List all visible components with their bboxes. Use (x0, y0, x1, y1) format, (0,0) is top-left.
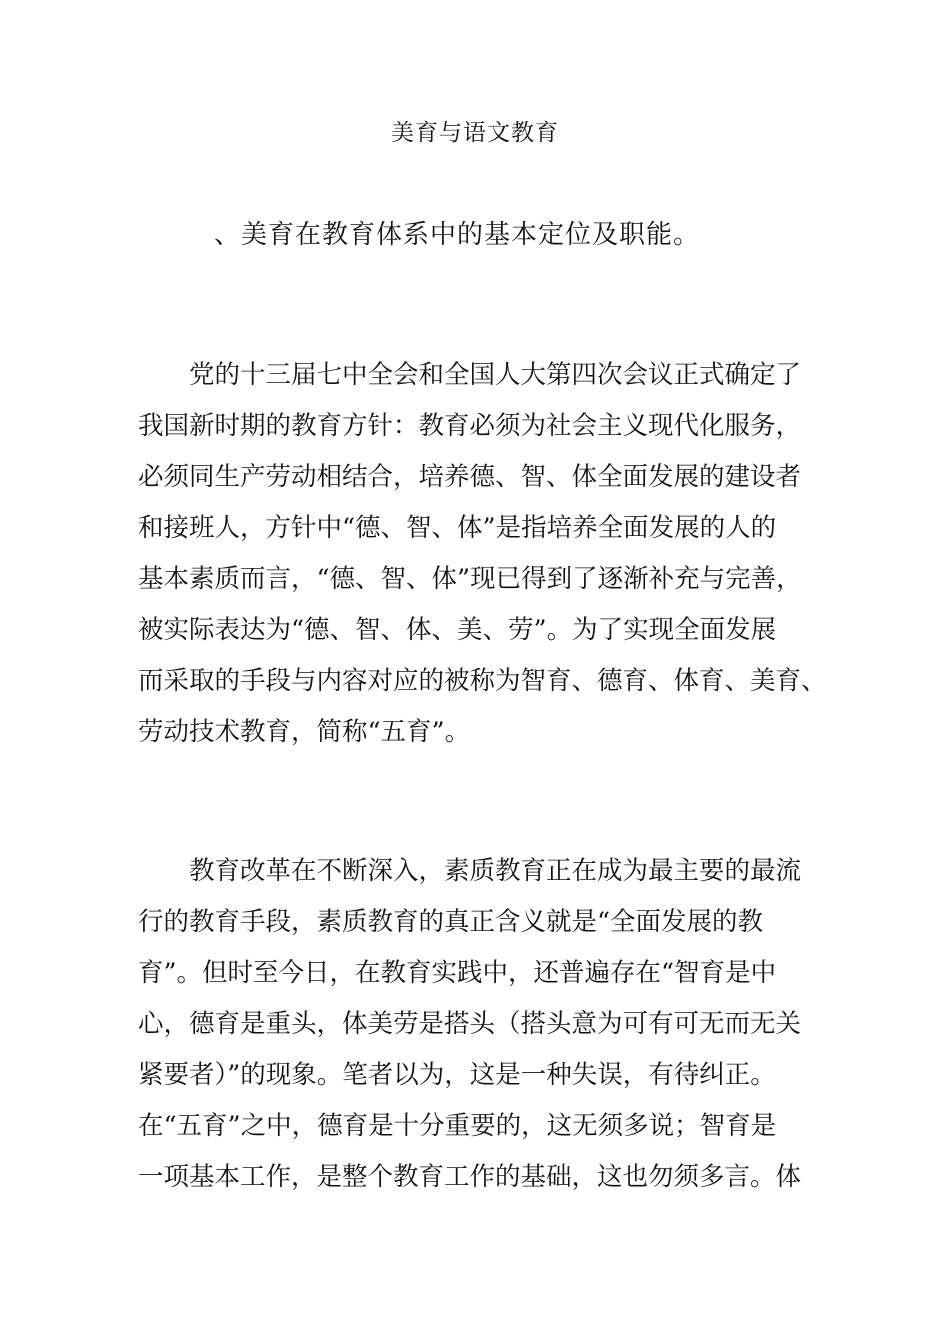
paragraph-line: 心，德育是重头，体美劳是搭头（搭头意为可有可无而无关 (138, 1009, 802, 1039)
paragraph-line: 育”。但时至今日，在教育实践中，还普遍存在“智育是中 (138, 958, 777, 988)
body-paragraph (138, 350, 828, 758)
paragraph-line: 基本素质而言，“德、智、体”现已得到了逐渐补充与完善， (138, 564, 802, 594)
paragraph-line: 在“五育”之中，德育是十分重要的，这无须多说；智育是 (138, 1111, 777, 1141)
paragraph-line: 我国新时期的教育方针：教育必须为社会主义现代化服务， (138, 411, 802, 441)
paragraph-line: 必须同生产劳动相结合，培养德、智、体全面发展的建设者 (138, 462, 802, 492)
paragraph-line: 而采取的手段与内容对应的被称为智育、德育、体育、美育、 (138, 666, 827, 696)
section-heading: 、美育在教育体系中的基本定位及职能。 (214, 220, 701, 250)
body-paragraph (138, 846, 828, 1203)
paragraph-line: 行的教育手段，素质教育的真正含义就是“全面发展的教 (138, 907, 764, 937)
document-title: 美育与语文教育 (391, 120, 559, 146)
paragraph-line: 被实际表达为“德、智、体、美、劳”。为了实现全面发展 (138, 615, 777, 645)
paragraph-line: 紧要者）”的现象。笔者以为，这是一种失误，有待纠正。 (138, 1060, 776, 1090)
paragraph-line: 劳动技术教育，简称“五育”。 (138, 717, 471, 747)
paragraph-line: 一项基本工作，是整个教育工作的基础，这也勿须多言。体 (138, 1162, 802, 1192)
paragraph-line: 教育改革在不断深入，素质教育正在成为最主要的最流 (189, 856, 802, 886)
paragraph-line: 和接班人，方针中“德、智、体”是指培养全面发展的人的 (138, 513, 777, 543)
paragraph-line: 党的十三届七中全会和全国人大第四次会议正式确定了 (189, 360, 802, 390)
